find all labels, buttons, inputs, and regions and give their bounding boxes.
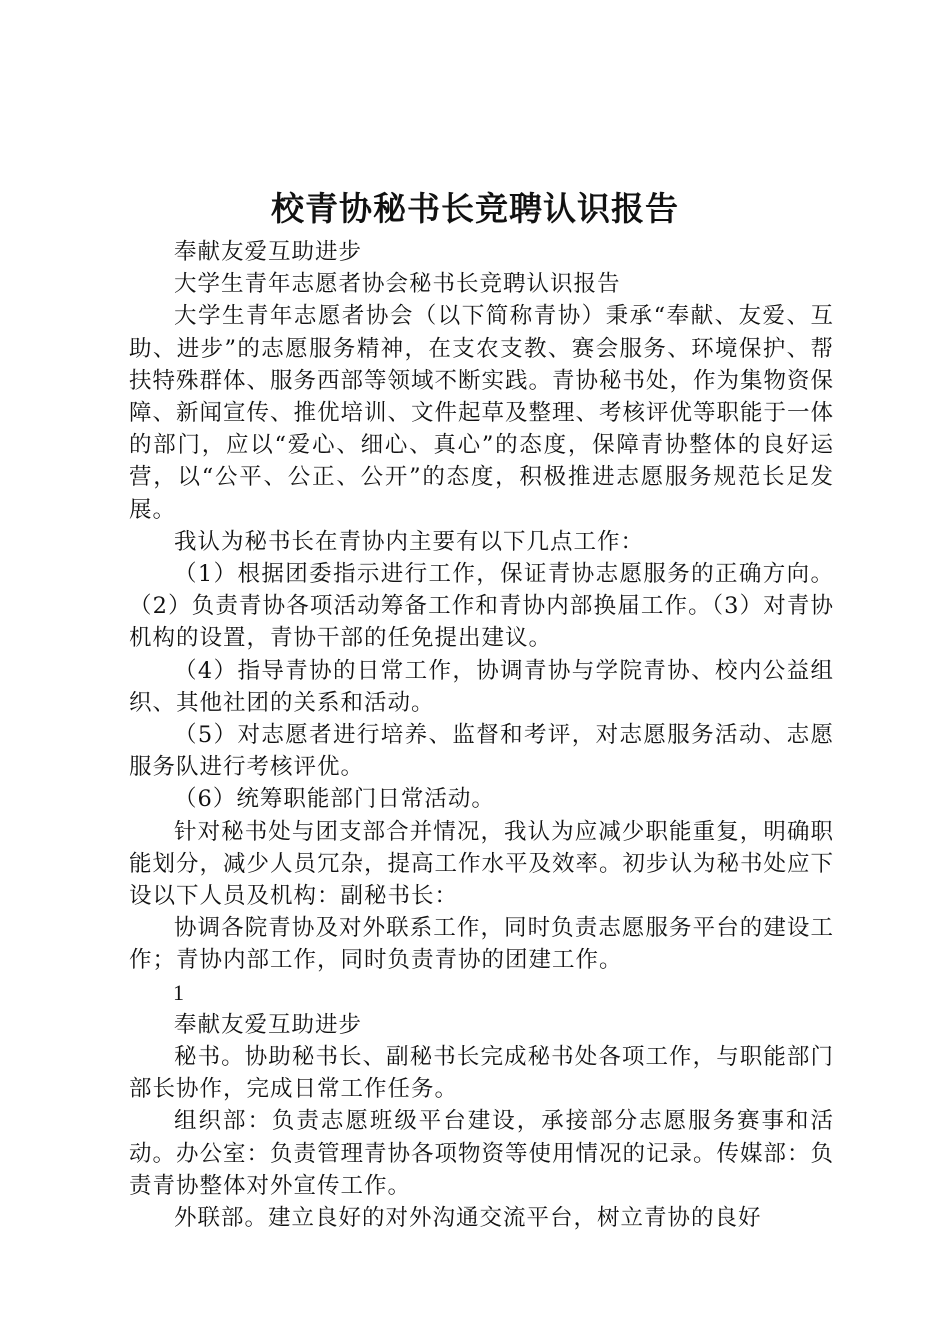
duty-item-5: （5）对志愿者进行培养、监督和考评，对志愿服务活动、志愿服务队进行考核评优。 (129, 722, 834, 781)
departments-paragraph: 组织部：负责志愿班级平台建设，承接部分志愿服务赛事和活动。办公室：负责管理青协各项物资等使用情况的记录。传媒部：负责青协整体对外宣传工作。 (129, 1108, 835, 1199)
duty-item-6: （6）统筹职能部门日常活动。 (174, 786, 495, 813)
duty-item-4: （4）指导青协的日常工作，协调青协与学院青协、校内公益组织、其他社团的关系和活动。 (129, 657, 834, 716)
page-number: 1 (173, 979, 185, 1005)
duties-lead: 我认为秘书长在青协内主要有以下几点工作： (174, 528, 645, 555)
header-motto: 奉献友爱互助进步 (174, 239, 363, 265)
subtitle: 大学生青年志愿者协会秘书长竞聘认识报告 (174, 271, 621, 298)
external-affairs-paragraph: 外联部。建立良好的对外沟通交流平台，树立青协的良好 (174, 1205, 762, 1232)
deputy-duties-paragraph: 协调各院青协及对外联系工作，同时负责志愿服务平台的建设工作；青协内部工作，同时负责青协的团建工作。 (129, 915, 834, 974)
document-body (129, 236, 834, 1234)
page-header-motto: 奉献友爱互助进步 (174, 1011, 363, 1038)
document-title: 校青协秘书长竞聘认识报告 (271, 189, 679, 228)
intro-paragraph: 大学生青年志愿者协会（以下简称青协）秉承“奉献、友爱、互助、进步”的志愿服务精神，在支农支教、赛会服务、环境保护、帮扶特殊群体、服务西部等领域不断实践。青协秘书处，作为集物资保障、新闻宣传、推优培训、文件起草及整理、考核评优等职能于一体的部门，应以“爱心、细心、真心”的态度，保障青协整体的良好运营，以“公平、公正、公开”的态度，积极推进志愿服务规范长足发展。 (129, 303, 835, 523)
duty-item-1-3: （1）根据团委指示进行工作，保证青协志愿服务的正确方向。（2）负责青协各项活动筹备工作和青协内部换届工作。（3）对青协机构的设置，青协干部的任免提出建议。 (129, 561, 834, 652)
merger-paragraph: 针对秘书处与团支部合并情况，我认为应减少职能重复，明确职能划分，减少人员冗杂，提高工作水平及效率。初步认为秘书处应下设以下人员及机构：副秘书长： (129, 818, 835, 910)
secretary-paragraph: 秘书。协助秘书长、副秘书长完成秘书处各项工作，与职能部门部长协作，完成日常工作任务。 (129, 1044, 834, 1103)
